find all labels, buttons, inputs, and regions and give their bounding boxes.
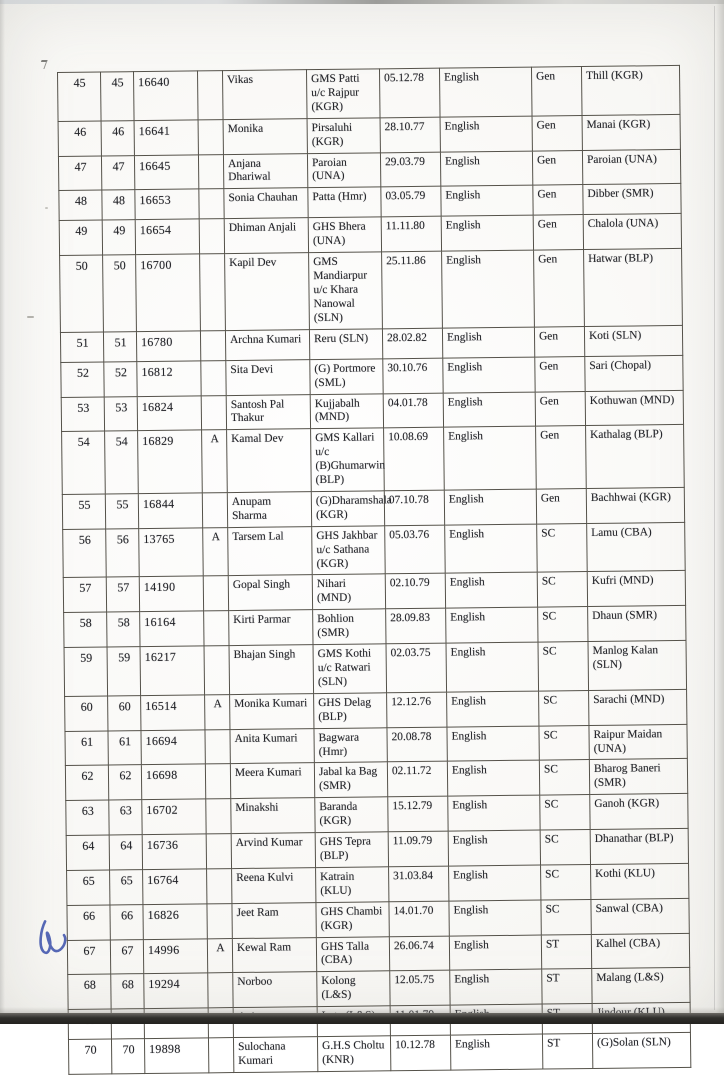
cell-school-posting: Kolong (L&S) [317, 971, 390, 1007]
cell-medium: English [444, 489, 536, 525]
cell-flag [197, 71, 223, 120]
cell-place: Kufri (MND) [587, 571, 685, 607]
cell-place: Bharog Baneri (SMR) [589, 759, 687, 795]
cell-serial-no: 59 [64, 647, 108, 696]
cell-employee-code: 16645 [134, 154, 198, 190]
scan-edge-top [0, 0, 724, 4]
cell-date: 30.10.76 [383, 358, 443, 393]
pen-mark-icon [31, 914, 80, 970]
cell-name: Tarsem Lal [228, 526, 313, 576]
cell-school-posting: GHS Chambi (KGR) [316, 901, 389, 937]
cell-date: 12.12.76 [387, 692, 447, 727]
cell-serial-no: 47 [58, 156, 101, 191]
cell-name: Gopal Singh [228, 575, 312, 611]
cell-employee-code: 16736 [142, 834, 206, 870]
cell-category: Gen [535, 391, 585, 426]
cell-place: Dibber (SMR) [583, 184, 681, 215]
cell-category: Gen [534, 326, 584, 357]
cell-employee-code: 19898 [144, 1038, 208, 1074]
cell-serial-no-2: 46 [101, 120, 134, 155]
cell-serial-no: 66 [67, 905, 110, 940]
cell-serial-no-2: 49 [102, 220, 135, 255]
cell-school-posting: Kujjabalh (MND) [310, 393, 383, 429]
cell-category: SC [537, 572, 587, 607]
cell-serial-no: 56 [63, 529, 107, 578]
cell-place: Sanwal (CBA) [591, 898, 689, 934]
cell-flag [208, 973, 233, 1008]
cell-flag [198, 119, 223, 154]
cell-category: SC [539, 725, 589, 760]
cell-medium: English [448, 795, 540, 831]
cell-place: Manai (KGR) [582, 114, 680, 150]
cell-serial-no-2: 48 [102, 190, 135, 220]
cell-flag [206, 834, 231, 869]
cell-place: Paroian (UNA) [582, 149, 680, 185]
cell-date: 10.12.78 [390, 1035, 450, 1070]
cell-serial-no: 60 [65, 696, 108, 731]
cell-name: Sonia Chauhan [224, 188, 308, 219]
cell-category: Gen [536, 426, 587, 489]
cell-name: Jeet Ram [232, 902, 316, 938]
cell-category: SC [540, 830, 590, 865]
cell-flag [201, 395, 226, 430]
cell-name: Monika Kumari [230, 693, 314, 729]
cell-serial-no: 63 [66, 800, 109, 835]
cell-school-posting: Patta (Hmr) [308, 187, 381, 218]
cell-category: Gen [532, 150, 582, 185]
cell-school-posting: Katrain (KLU) [316, 867, 389, 903]
scan-edge-right [716, 0, 724, 1013]
cell-serial-no: 50 [60, 255, 104, 332]
cell-category: SC [537, 523, 588, 572]
cell-date: 15.12.79 [388, 796, 448, 831]
cell-medium: English [449, 900, 541, 936]
cell-medium: English [442, 250, 535, 328]
cell-medium: English [450, 969, 542, 1005]
cell-place: Sari (Chopal) [585, 355, 683, 391]
cell-serial-no-2: 70 [111, 1039, 144, 1074]
cell-category: SC [539, 690, 589, 725]
cell-category: SC [541, 864, 591, 899]
cell-date: 11.09.79 [388, 831, 448, 866]
cell-name: Archna Kumari [225, 329, 309, 360]
cell-name: Reena Kulvi [232, 867, 316, 903]
cell-serial-no: 53 [61, 396, 104, 431]
cell-school-posting: (G) Portmore (SML) [310, 359, 383, 395]
cell-school-posting: GMS Patti u/c Rajpur (KGR) [306, 69, 380, 119]
cell-category: Gen [534, 250, 585, 327]
cell-medium: English [443, 392, 535, 428]
cell-employee-code: 16702 [142, 799, 206, 835]
cell-serial-no-2: 45 [101, 72, 135, 121]
cell-serial-no: 52 [61, 362, 104, 397]
cell-employee-code: 16826 [143, 904, 207, 940]
cell-employee-code: 16653 [135, 189, 199, 220]
cell-place: Dhaun (SMR) [588, 606, 686, 642]
table-row [63, 522, 686, 578]
cell-category: Gen [533, 215, 583, 250]
cell-name: Santosh Pal Thakur [226, 394, 310, 430]
cell-serial-no: 49 [59, 220, 102, 255]
cell-flag: A [207, 938, 232, 973]
cell-employee-code: 14996 [143, 938, 207, 974]
cell-place: Kalhel (CBA) [591, 933, 689, 969]
cell-name: Dhiman Anjali [224, 218, 308, 254]
cell-employee-code: 16824 [137, 395, 201, 431]
cell-flag [207, 903, 232, 938]
cell-name: Anita Kumari [230, 728, 314, 764]
cell-place: Raipur Maidan (UNA) [589, 724, 687, 760]
cell-date: 05.12.78 [379, 68, 440, 117]
cell-medium: English [444, 426, 537, 490]
cell-flag [207, 868, 232, 903]
cell-serial-no-2: 68 [111, 974, 144, 1009]
cell-name: Anupam Sharma [227, 492, 311, 528]
cell-serial-no: 54 [62, 431, 106, 494]
cell-serial-no-2: 57 [106, 577, 139, 612]
cell-category: SC [539, 760, 589, 795]
cell-category: ST [542, 969, 592, 1004]
cell-serial-no: 70 [68, 1039, 111, 1074]
cell-school-posting: Baranda (KGR) [315, 797, 388, 833]
cell-name: Meera Kumari [230, 763, 314, 799]
cell-serial-no: 58 [64, 612, 107, 647]
cell-serial-no: 65 [67, 870, 110, 905]
cell-date: 05.03.76 [385, 525, 446, 574]
cell-flag: A [202, 430, 228, 493]
cell-flag [200, 254, 226, 331]
cell-medium: English [445, 524, 538, 574]
cell-serial-no: 48 [59, 190, 102, 220]
cell-flag [199, 219, 224, 254]
cell-employee-code: 16829 [138, 430, 203, 493]
cell-date: 02.10.79 [385, 574, 445, 609]
paper-edge-line [714, 6, 715, 1010]
cell-flag [199, 189, 224, 219]
margin-dot-speck [45, 207, 48, 209]
cell-place: Manlog Kalan (SLN) [588, 640, 687, 690]
cell-school-posting: GHS Talla (CBA) [316, 936, 389, 972]
table-row [64, 640, 687, 696]
cell-flag [201, 360, 226, 395]
cell-medium: English [443, 357, 535, 393]
cell-category: Gen [536, 488, 586, 523]
cell-serial-no: 46 [58, 121, 101, 156]
cell-medium: English [449, 865, 541, 901]
cell-serial-no: 55 [62, 494, 105, 529]
cell-flag [208, 1038, 233, 1073]
cell-name: Sita Devi [226, 359, 310, 395]
cell-serial-no: 45 [58, 72, 102, 121]
table-row [58, 65, 681, 121]
cell-medium: English [447, 726, 539, 762]
cell-date: 26.06.74 [389, 936, 449, 971]
cell-category: Gen [531, 67, 582, 116]
cell-serial-no: 67 [67, 939, 110, 974]
cell-serial-no: 62 [65, 765, 108, 800]
cell-place: Kathalag (BLP) [586, 425, 685, 489]
cell-employee-code: 16700 [136, 254, 201, 331]
cell-name: Kapil Dev [225, 253, 310, 330]
cell-category: Gen [535, 356, 585, 391]
cell-employee-code: 16698 [141, 764, 205, 800]
cell-flag [200, 330, 225, 360]
cell-medium: English [440, 116, 532, 152]
cell-date: 28.10.77 [380, 117, 440, 152]
cell-date: 07.10.78 [384, 490, 444, 525]
cell-place: Lamu (CBA) [587, 522, 686, 572]
cell-school-posting: GMS Kothi u/c Ratwari (SLN) [313, 644, 387, 694]
cell-place: Dhanathar (BLP) [590, 828, 688, 864]
cell-date: 31.03.84 [389, 866, 449, 901]
cell-date: 11.11.80 [381, 216, 441, 251]
cell-category: ST [542, 1034, 592, 1069]
cell-flag [203, 576, 228, 611]
cell-place: Koti (SLN) [584, 325, 682, 356]
cell-serial-no: 61 [65, 731, 108, 766]
cell-place: Sarachi (MND) [589, 689, 687, 725]
cell-employee-code: 16640 [134, 71, 199, 120]
cell-place: Thill (KGR) [581, 65, 680, 115]
cell-school-posting: GMS Mandiarpur u/c Khara Nanowal (SLN) [309, 252, 383, 329]
cell-flag [202, 493, 227, 528]
cell-place: (G)Solan (SLN) [592, 1033, 690, 1069]
table-row [60, 249, 683, 333]
cell-date: 02.03.75 [386, 643, 447, 692]
cell-name: Norboo [233, 972, 317, 1008]
cell-serial-no-2: 50 [103, 255, 137, 332]
cell-employee-code: 19294 [144, 973, 208, 1009]
cell-serial-no-2: 56 [106, 528, 140, 577]
cell-school-posting: Paroian (UNA) [307, 152, 380, 188]
cell-category: SC [540, 795, 590, 830]
cell-employee-code: 16780 [136, 331, 200, 362]
cell-flag [204, 611, 229, 646]
cell-category: Gen [532, 115, 582, 150]
cell-serial-no-2: 54 [105, 431, 139, 494]
cell-employee-code: 16641 [134, 120, 198, 156]
cell-flag [206, 799, 231, 834]
cell-date: 20.08.78 [387, 727, 447, 762]
cell-place: Hatwar (BLP) [584, 249, 683, 327]
cell-serial-no-2: 53 [104, 396, 137, 431]
cell-serial-no: 51 [60, 332, 103, 362]
cell-employee-code: 16694 [141, 729, 205, 765]
cell-name: Kamal Dev [227, 429, 312, 493]
cell-medium: English [442, 327, 534, 358]
cell-school-posting: GHS Tepra (BLP) [315, 832, 388, 868]
table-row [62, 425, 685, 495]
table-row [68, 1033, 690, 1075]
cell-medium: English [441, 185, 533, 216]
cell-category: SC [538, 607, 588, 642]
cell-employee-code: 13765 [139, 528, 204, 577]
staff-roster-body [58, 65, 691, 1074]
cell-category: Gen [533, 185, 583, 216]
cell-serial-no: 68 [68, 974, 111, 1009]
cell-medium: English [450, 1034, 542, 1070]
scan-edge-left [0, 0, 5, 1013]
cell-serial-no-2: 66 [110, 904, 143, 939]
cell-name: Kirti Parmar [229, 610, 313, 646]
cell-serial-no-2: 62 [108, 765, 141, 800]
cell-name: Monika [223, 118, 307, 154]
cell-date: 12.05.75 [390, 970, 450, 1005]
cell-school-posting: G.H.S Choltu (KNR) [317, 1036, 390, 1072]
cell-name: Minakshi [231, 798, 315, 834]
cell-employee-code: 16514 [141, 695, 205, 731]
cell-employee-code: 16764 [143, 869, 207, 905]
scan-edge-bottom [0, 1013, 724, 1024]
cell-flag [204, 646, 230, 695]
cell-name: Arvind Kumar [231, 833, 315, 869]
cell-school-posting: Jabal ka Bag (SMR) [314, 762, 387, 798]
cell-place: Malang (L&S) [592, 968, 690, 1004]
cell-medium: English [447, 691, 539, 727]
cell-serial-no-2: 58 [107, 612, 140, 647]
cell-employee-code: 16844 [138, 493, 202, 529]
cell-school-posting: GHS Bhera (UNA) [308, 217, 381, 253]
staff-roster-table [57, 65, 691, 1075]
cell-date: 29.03.79 [380, 152, 440, 187]
cell-medium: English [446, 607, 538, 643]
cell-serial-no-2: 61 [108, 730, 141, 765]
cell-school-posting: GHS Jakhbar u/c Sathana (KGR) [312, 526, 386, 576]
cell-school-posting: (G)Dharamshala (KGR) [311, 491, 384, 527]
cell-category: ST [541, 934, 591, 969]
cell-medium: English [446, 642, 539, 692]
cell-employee-code: 14190 [139, 576, 203, 612]
cell-place: Chalola (UNA) [583, 214, 681, 250]
cell-flag: A [205, 694, 230, 729]
cell-serial-no-2: 55 [105, 494, 138, 529]
cell-date: 25.11.86 [382, 251, 443, 328]
cell-medium: English [441, 215, 533, 251]
cell-serial-no-2: 47 [101, 155, 134, 190]
cell-employee-code: 16654 [135, 219, 199, 255]
cell-employee-code: 16217 [140, 646, 205, 695]
cell-serial-no: 57 [63, 577, 106, 612]
cell-serial-no-2: 63 [109, 800, 142, 835]
cell-medium: English [440, 151, 532, 187]
cell-date: 28.02.82 [382, 328, 442, 359]
cell-serial-no-2: 51 [103, 331, 136, 361]
cell-serial-no-2: 59 [107, 647, 141, 696]
cell-school-posting: Nihari (MND) [312, 574, 385, 610]
cell-medium: English [449, 935, 541, 971]
cell-place: Kothi (KLU) [591, 863, 689, 899]
cell-name: Anjana Dhariwal [223, 153, 307, 189]
cell-serial-no-2: 64 [109, 835, 142, 870]
cell-date: 10.08.69 [384, 427, 445, 490]
cell-medium: English [445, 573, 537, 609]
roster-table-wrap [57, 65, 691, 1075]
cell-school-posting: GMS Kallari u/c (B)Ghumarwin (BLP) [311, 428, 385, 491]
cell-category: SC [538, 642, 589, 691]
cell-place: Bachhwai (KGR) [586, 487, 684, 523]
cell-employee-code: 16164 [140, 611, 204, 647]
cell-school-posting: Reru (SLN) [309, 329, 382, 360]
cell-school-posting: Bohlion (SMR) [313, 609, 386, 645]
cell-date: 02.11.72 [387, 762, 447, 797]
cell-place: Ganoh (KGR) [590, 794, 688, 830]
cell-medium: English [447, 761, 539, 797]
cell-name: Sulochana Kumari [233, 1037, 317, 1073]
cell-flag [205, 764, 230, 799]
cell-school-posting: Pirsaluhi (KGR) [307, 118, 380, 154]
cell-date: 03.05.79 [381, 186, 441, 217]
cell-date: 14.01.70 [389, 901, 449, 936]
cell-serial-no-2: 52 [104, 361, 137, 396]
cell-name: Bhajan Singh [229, 645, 314, 695]
cell-flag [198, 154, 223, 189]
cell-school-posting: GHS Delag (BLP) [314, 693, 387, 729]
cell-name: Vikas [222, 70, 307, 120]
cell-place: Kothuwan (MND) [585, 390, 683, 426]
cell-serial-no: 64 [66, 835, 109, 870]
cell-category: SC [541, 899, 591, 934]
cell-name: Kewal Ram [232, 937, 316, 973]
margin-dash-speck [27, 316, 34, 318]
cell-medium: English [448, 830, 540, 866]
cell-date: 04.01.78 [383, 393, 443, 428]
cell-serial-no-2: 67 [110, 939, 143, 974]
cell-school-posting: Bagwara (Hmr) [314, 727, 387, 763]
cell-date: 28.09.83 [386, 608, 446, 643]
cell-flag [205, 729, 230, 764]
cell-medium: English [439, 67, 532, 117]
cell-serial-no-2: 65 [110, 869, 143, 904]
cell-serial-no-2: 60 [108, 695, 141, 730]
cell-flag: A [203, 527, 229, 576]
cell-employee-code: 16812 [137, 361, 201, 397]
